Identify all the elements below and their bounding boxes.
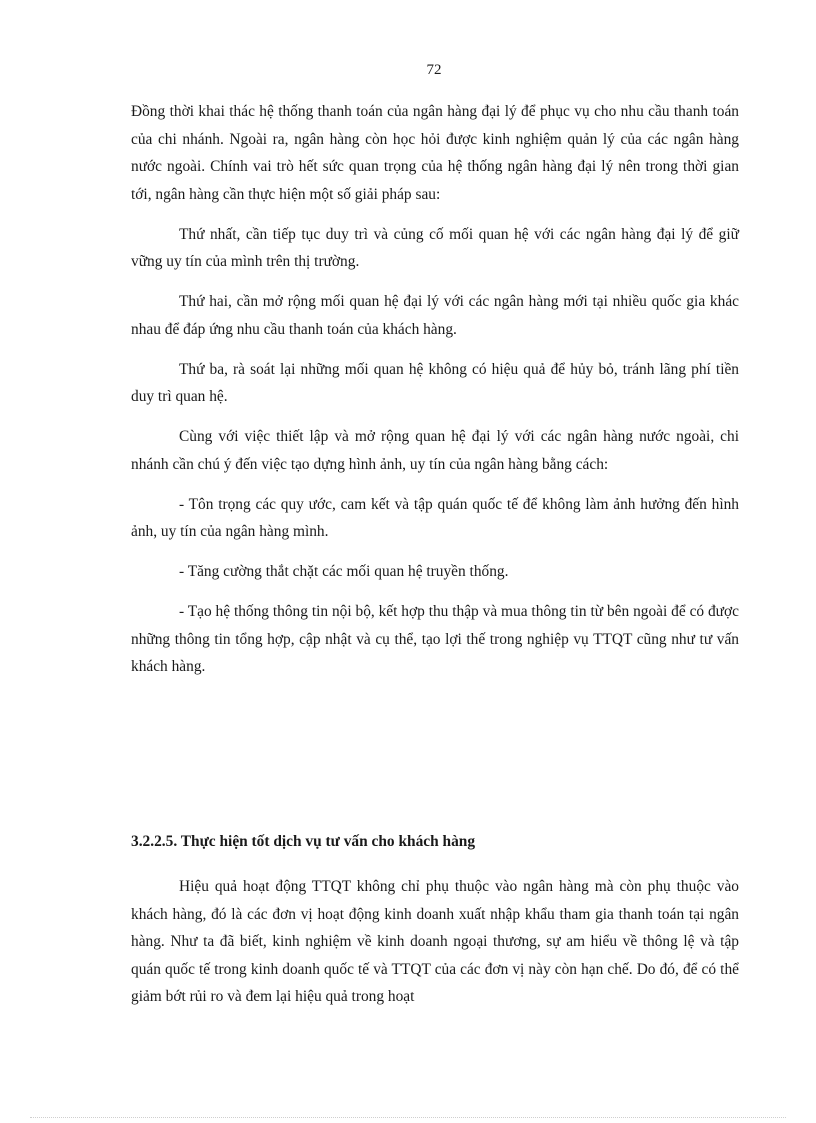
- bullet-strengthen-relations: - Tăng cường thắt chặt các mối quan hệ truyền thống.: [179, 563, 509, 580]
- paragraph-image-building: Cùng với việc thiết lập và mở rộng quan hệ đại lý với các ngân hàng nước ngoài, chi nhánh cần chú ý đến việc tạo dựng hình ảnh, uy tín của ngân hàng bằng cách:: [131, 428, 739, 473]
- document-body: [131, 98, 739, 693]
- paragraph-second-solution: Thứ hai, cần mở rộng mối quan hệ đại lý với các ngân hàng mới tại nhiều quốc gia khác nhau để đáp ứng nhu cầu thanh toán của khách hàng.: [131, 293, 739, 338]
- bullet-information-system: - Tạo hệ thống thông tin nội bộ, kết hợp thu thập và mua thông tin từ bên ngoài để có được những thông tin tổng hợp, cập nhật và cụ thể, tạo lợi thế trong nghiệp vụ TTQT cũng như tư vấn khách hàng.: [131, 603, 739, 675]
- section-heading: 3.2.2.5. Thực hiện tốt dịch vụ tư vấn cho khách hàng: [131, 833, 476, 850]
- section-paragraph: Hiệu quả hoạt động TTQT không chỉ phụ thuộc vào ngân hàng mà còn phụ thuộc vào khách hàng, đó là các đơn vị hoạt động kinh doanh xuất nhập khẩu tham gia thanh toán tại ngân hàng. Như ta đã biết, kinh nghiệm về kinh doanh ngoại thương, sự am hiểu về thông lệ và tập quán quốc tế trong kinh doanh quốc tế và TTQT của các đơn vị này còn hạn chế. Do đó, để có thể giảm bớt rủi ro và đem lại hiệu quả trong hoạt: [131, 878, 739, 1005]
- paragraph-first-solution: Thứ nhất, cần tiếp tục duy trì và củng cố mối quan hệ với các ngân hàng đại lý để giữ vững uy tín của mình trên thị trường.: [131, 225, 739, 270]
- page-number: 72: [426, 62, 442, 78]
- page-bottom-divider: [30, 1117, 786, 1118]
- paragraph-intro: Đồng thời khai thác hệ thống thanh toán của ngân hàng đại lý để phục vụ cho nhu cầu thanh toán của chi nhánh. Ngoài ra, ngân hàng còn học hỏi được kinh nghiệm quản lý của các ngân hàng nước ngoài. Chính vai trò hết sức quan trọng của hệ thống ngân hàng đại lý nên trong thời gian tới, ngân hàng cần thực hiện một số giải pháp sau:: [131, 103, 739, 203]
- section-body: [131, 873, 739, 1011]
- bullet-respect-conventions: - Tôn trọng các quy ước, cam kết và tập quán quốc tế để không làm ảnh hưởng đến hình ảnh, uy tín của ngân hàng mình.: [131, 495, 739, 540]
- paragraph-third-solution: Thứ ba, rà soát lại những mối quan hệ không có hiệu quả để hủy bỏ, tránh lãng phí tiền duy trì quan hệ.: [131, 360, 739, 405]
